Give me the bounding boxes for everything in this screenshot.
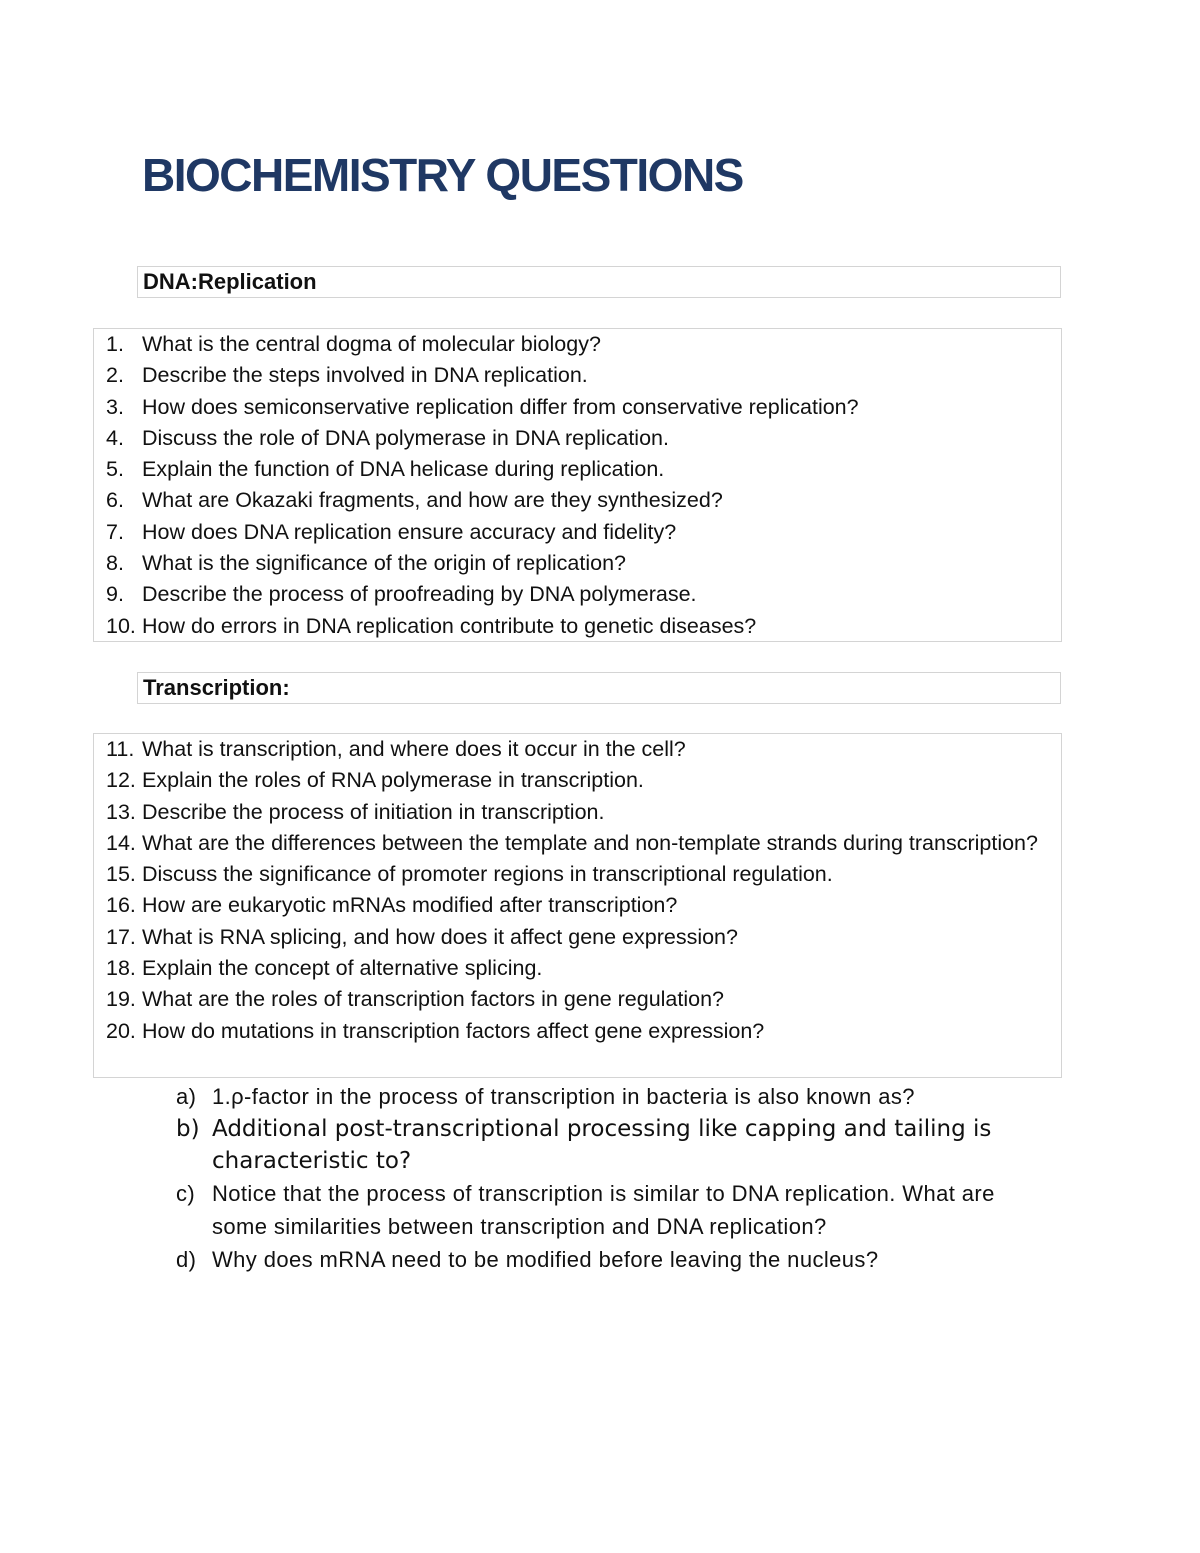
- sub-question-letter: d): [176, 1247, 197, 1272]
- sub-question-item: [176, 1113, 1056, 1177]
- question-text: Discuss the significance of promoter regions in transcriptional regulation.: [142, 862, 833, 887]
- question-number: 17.: [106, 924, 136, 949]
- question-item: [94, 797, 1061, 828]
- question-item: [94, 953, 1061, 984]
- question-text: What is RNA splicing, and how does it affect gene expression?: [142, 924, 738, 949]
- question-number: 9.: [106, 582, 124, 607]
- question-item: [94, 579, 1061, 610]
- question-number: 18.: [106, 956, 136, 981]
- question-text: What is transcription, and where does it occur in the cell?: [142, 737, 686, 761]
- sub-question-text: Why does mRNA need to be modified before leaving the nucleus?: [212, 1247, 879, 1272]
- question-number: 15.: [106, 862, 136, 887]
- question-text: Explain the roles of RNA polymerase in transcription.: [142, 768, 644, 793]
- question-number: 4.: [106, 425, 124, 450]
- sub-question-text: 1.ρ-factor in the process of transcription in bacteria is also known as?: [212, 1084, 915, 1109]
- question-item: [94, 922, 1061, 953]
- question-text: Discuss the role of DNA polymerase in DNA replication.: [142, 425, 669, 450]
- question-list-transcription: [93, 733, 1062, 1078]
- question-text: Describe the steps involved in DNA replication.: [142, 363, 588, 388]
- question-number: 1.: [106, 332, 124, 356]
- question-number: 7.: [106, 519, 124, 544]
- question-text: What is the significance of the origin of replication?: [142, 551, 627, 576]
- question-item: [94, 517, 1061, 548]
- question-item: [94, 548, 1061, 579]
- sub-question-letter: c): [176, 1181, 196, 1206]
- question-text: Explain the concept of alternative splicing.: [142, 956, 543, 981]
- question-text: What are the differences between the template and non-template strands during transcription?: [142, 830, 1038, 855]
- question-item: [94, 859, 1061, 890]
- question-number: 12.: [106, 768, 136, 793]
- question-item: [94, 392, 1061, 423]
- question-number: 11.: [106, 737, 135, 761]
- sub-question-list: [176, 1080, 1056, 1276]
- question-number: 13.: [106, 799, 136, 824]
- question-number: 16.: [106, 893, 136, 918]
- question-text: Explain the function of DNA helicase during replication.: [142, 457, 665, 482]
- question-text: What is the central dogma of molecular biology?: [142, 332, 601, 356]
- sub-question-letter: b): [176, 1116, 200, 1142]
- question-number: 3.: [106, 394, 124, 419]
- question-item: [94, 765, 1061, 796]
- question-item: [94, 485, 1061, 516]
- question-text: How does semiconservative replication differ from conservative replication?: [142, 394, 859, 419]
- question-text: How does DNA replication ensure accuracy and fidelity?: [142, 519, 677, 544]
- question-list-dna-replication: [93, 328, 1062, 642]
- question-number: 14.: [106, 830, 136, 855]
- question-item: [94, 329, 1061, 360]
- question-text: What are Okazaki fragments, and how are they synthesized?: [142, 488, 723, 513]
- question-text: What are the roles of transcription factors in gene regulation?: [142, 987, 725, 1012]
- question-number: 8.: [106, 551, 124, 576]
- question-item: [94, 1016, 1061, 1047]
- question-item: [94, 611, 1061, 642]
- question-item: [94, 360, 1061, 391]
- document-title: BIOCHEMISTRY QUESTIONS: [142, 149, 743, 201]
- sub-question-text: Additional post-transcriptional processing like capping and tailing is characteristic to?: [212, 1116, 992, 1174]
- question-text: How do mutations in transcription factors affect gene expression?: [142, 1018, 765, 1043]
- question-number: 2.: [106, 363, 124, 388]
- question-item: [94, 734, 1061, 765]
- question-item: [94, 454, 1061, 485]
- question-text: Describe the process of initiation in transcription.: [142, 799, 605, 824]
- section-heading-transcription: Transcription:: [137, 672, 1061, 704]
- sub-question-letter: a): [176, 1084, 197, 1109]
- question-text: How do errors in DNA replication contribute to genetic diseases?: [142, 613, 757, 638]
- question-number: 19.: [106, 987, 136, 1012]
- question-item: [94, 423, 1061, 454]
- question-number: 10.: [106, 613, 136, 638]
- question-item: [94, 984, 1061, 1015]
- question-number: 20.: [106, 1018, 136, 1043]
- question-number: 6.: [106, 488, 124, 513]
- sub-question-item: [176, 1080, 1056, 1113]
- question-item: [94, 890, 1061, 921]
- question-text: How are eukaryotic mRNAs modified after transcription?: [142, 893, 678, 918]
- section-heading-dna-replication: DNA:Replication: [137, 266, 1061, 298]
- sub-question-item: [176, 1177, 1056, 1243]
- question-text: Describe the process of proofreading by DNA polymerase.: [142, 582, 697, 607]
- sub-question-item: [176, 1243, 1056, 1276]
- sub-question-text: Notice that the process of transcription is similar to DNA replication. What are some similarities between transcription and DNA replication?: [212, 1181, 995, 1239]
- question-item: [94, 828, 1061, 859]
- question-number: 5.: [106, 457, 124, 482]
